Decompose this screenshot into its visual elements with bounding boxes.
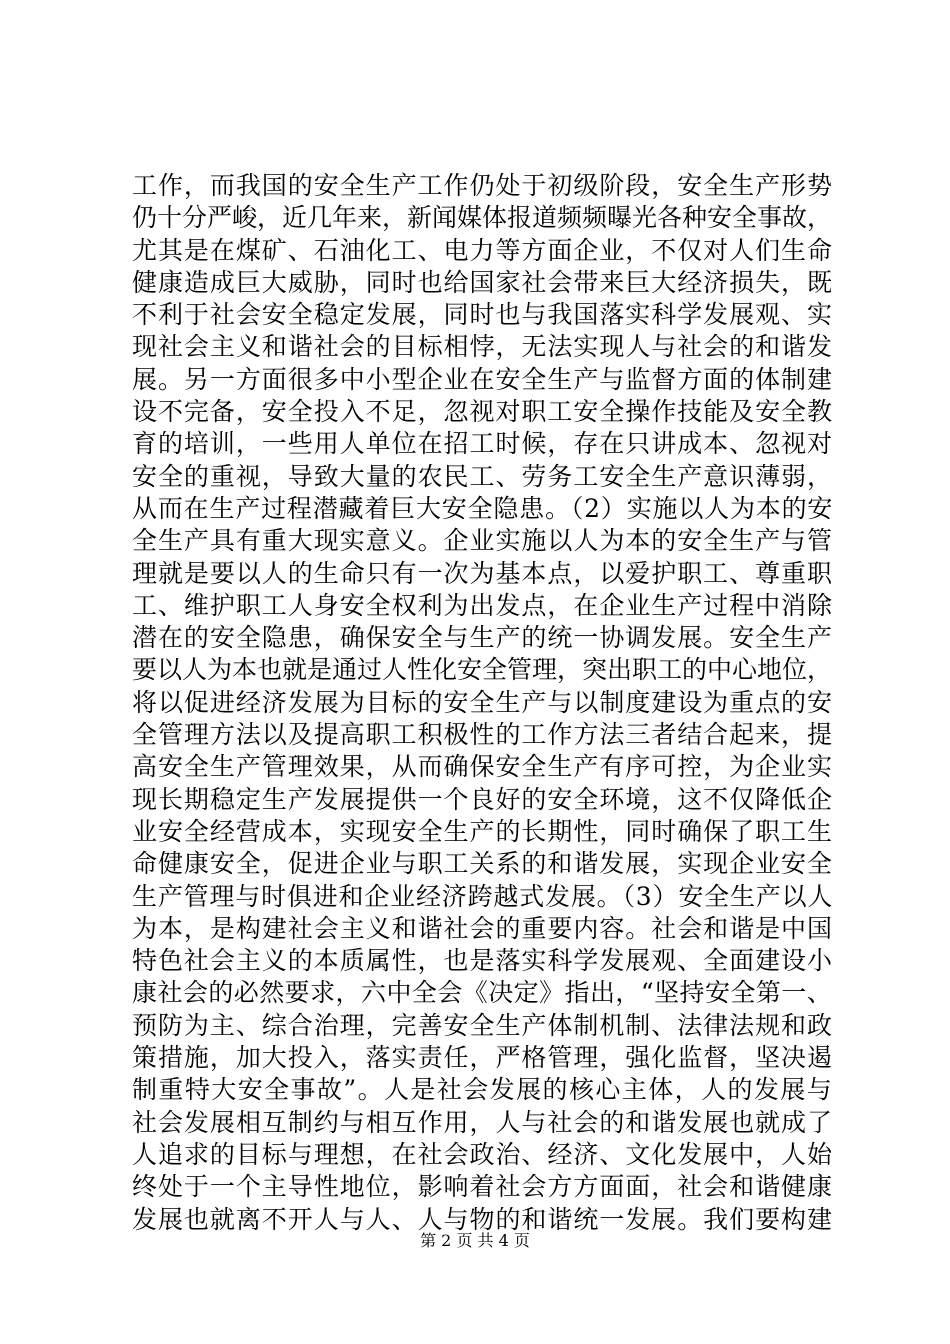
text-line: 高安全生产管理效果，从而确保安全生产有序可控，为企业实 — [132, 752, 833, 782]
text-line: 尤其是在煤矿、石油化工、电力等方面企业，不仅对人们生命 — [132, 235, 833, 265]
text-line: 现长期稳定生产发展提供一个良好的安全环境，这不仅降低企 — [132, 784, 833, 814]
text-line: 全生产具有重大现实意义。企业实施以人为本的安全生产与管 — [132, 526, 833, 556]
body-text — [132, 170, 832, 1236]
text-line: 康社会的必然要求，六中全会《决定》指出，“坚持安全第一、 — [132, 978, 833, 1008]
text-line: 预防为主、综合治理，完善安全生产体制机制、法律法规和政 — [132, 1010, 833, 1040]
text-line: 理就是要以人的生命只有一次为基本点，以爱护职工、尊重职 — [132, 558, 833, 588]
text-line: 人追求的目标与理想，在社会政治、经济、文化发展中，人始 — [132, 1139, 833, 1169]
text-line: 现社会主义和谐社会的目标相悖，无法实现人与社会的和谐发 — [132, 332, 833, 362]
text-line: 仍十分严峻，近几年来，新闻媒体报道频频曝光各种安全事故， — [132, 203, 833, 233]
text-line: 安全的重视，导致大量的农民工、劳务工安全生产意识薄弱， — [132, 461, 833, 491]
text-line: 发展也就离不开人与人、人与物的和谐统一发展。我们要构建 — [132, 1204, 833, 1234]
text-line: 将以促进经济发展为目标的安全生产与以制度建设为重点的安 — [132, 687, 833, 717]
text-line: 展。另一方面很多中小型企业在安全生产与监督方面的体制建 — [132, 364, 833, 394]
text-line: 为本，是构建社会主义和谐社会的重要内容。社会和谐是中国 — [132, 913, 833, 943]
text-line: 特色社会主义的本质属性，也是落实科学发展观、全面建设小 — [132, 946, 833, 976]
text-line: 社会发展相互制约与相互作用，人与社会的和谐发展也就成了 — [132, 1107, 833, 1137]
text-line: 要以人为本也就是通过人性化安全管理，突出职工的中心地位， — [132, 655, 833, 685]
text-line: 设不完备，安全投入不足，忽视对职工安全操作技能及安全教 — [132, 397, 833, 427]
text-line: 策措施，加大投入，落实责任，严格管理，强化监督，坚决遏 — [132, 1043, 833, 1073]
text-line: 从而在生产过程潜藏着巨大安全隐患。（2）实施以人为本的安 — [132, 493, 834, 523]
text-line: 潜在的安全隐患，确保安全与生产的统一协调发展。安全生产 — [132, 623, 833, 653]
text-line: 生产管理与时俱进和企业经济跨越式发展。（3）安全生产以人 — [132, 881, 834, 911]
text-line: 命健康安全，促进企业与职工关系的和谐发展，实现企业安全 — [132, 849, 833, 879]
text-line: 业安全经营成本，实现安全生产的长期性，同时确保了职工生 — [132, 816, 833, 846]
text-line: 制重特大安全事故”。人是社会发展的核心主体，人的发展与 — [132, 1075, 834, 1105]
text-line: 不利于社会安全稳定发展，同时也与我国落实科学发展观、实 — [132, 300, 833, 330]
text-line: 育的培训，一些用人单位在招工时候，存在只讲成本、忽视对 — [132, 429, 833, 459]
text-line: 工、维护职工人身安全权利为出发点，在企业生产过程中消除 — [132, 590, 833, 620]
text-line: 工作，而我国的安全生产工作仍处于初级阶段，安全生产形势 — [132, 171, 833, 200]
page-number-footer: 第 2 页 共 4 页 — [420, 1231, 530, 1250]
text-line: 终处于一个主导性地位，影响着社会方方面面，社会和谐健康 — [132, 1172, 833, 1202]
text-line: 全管理方法以及提高职工积极性的工作方法三者结合起来，提 — [132, 720, 833, 750]
text-line: 健康造成巨大威胁，同时也给国家社会带来巨大经济损失，既 — [132, 267, 833, 297]
